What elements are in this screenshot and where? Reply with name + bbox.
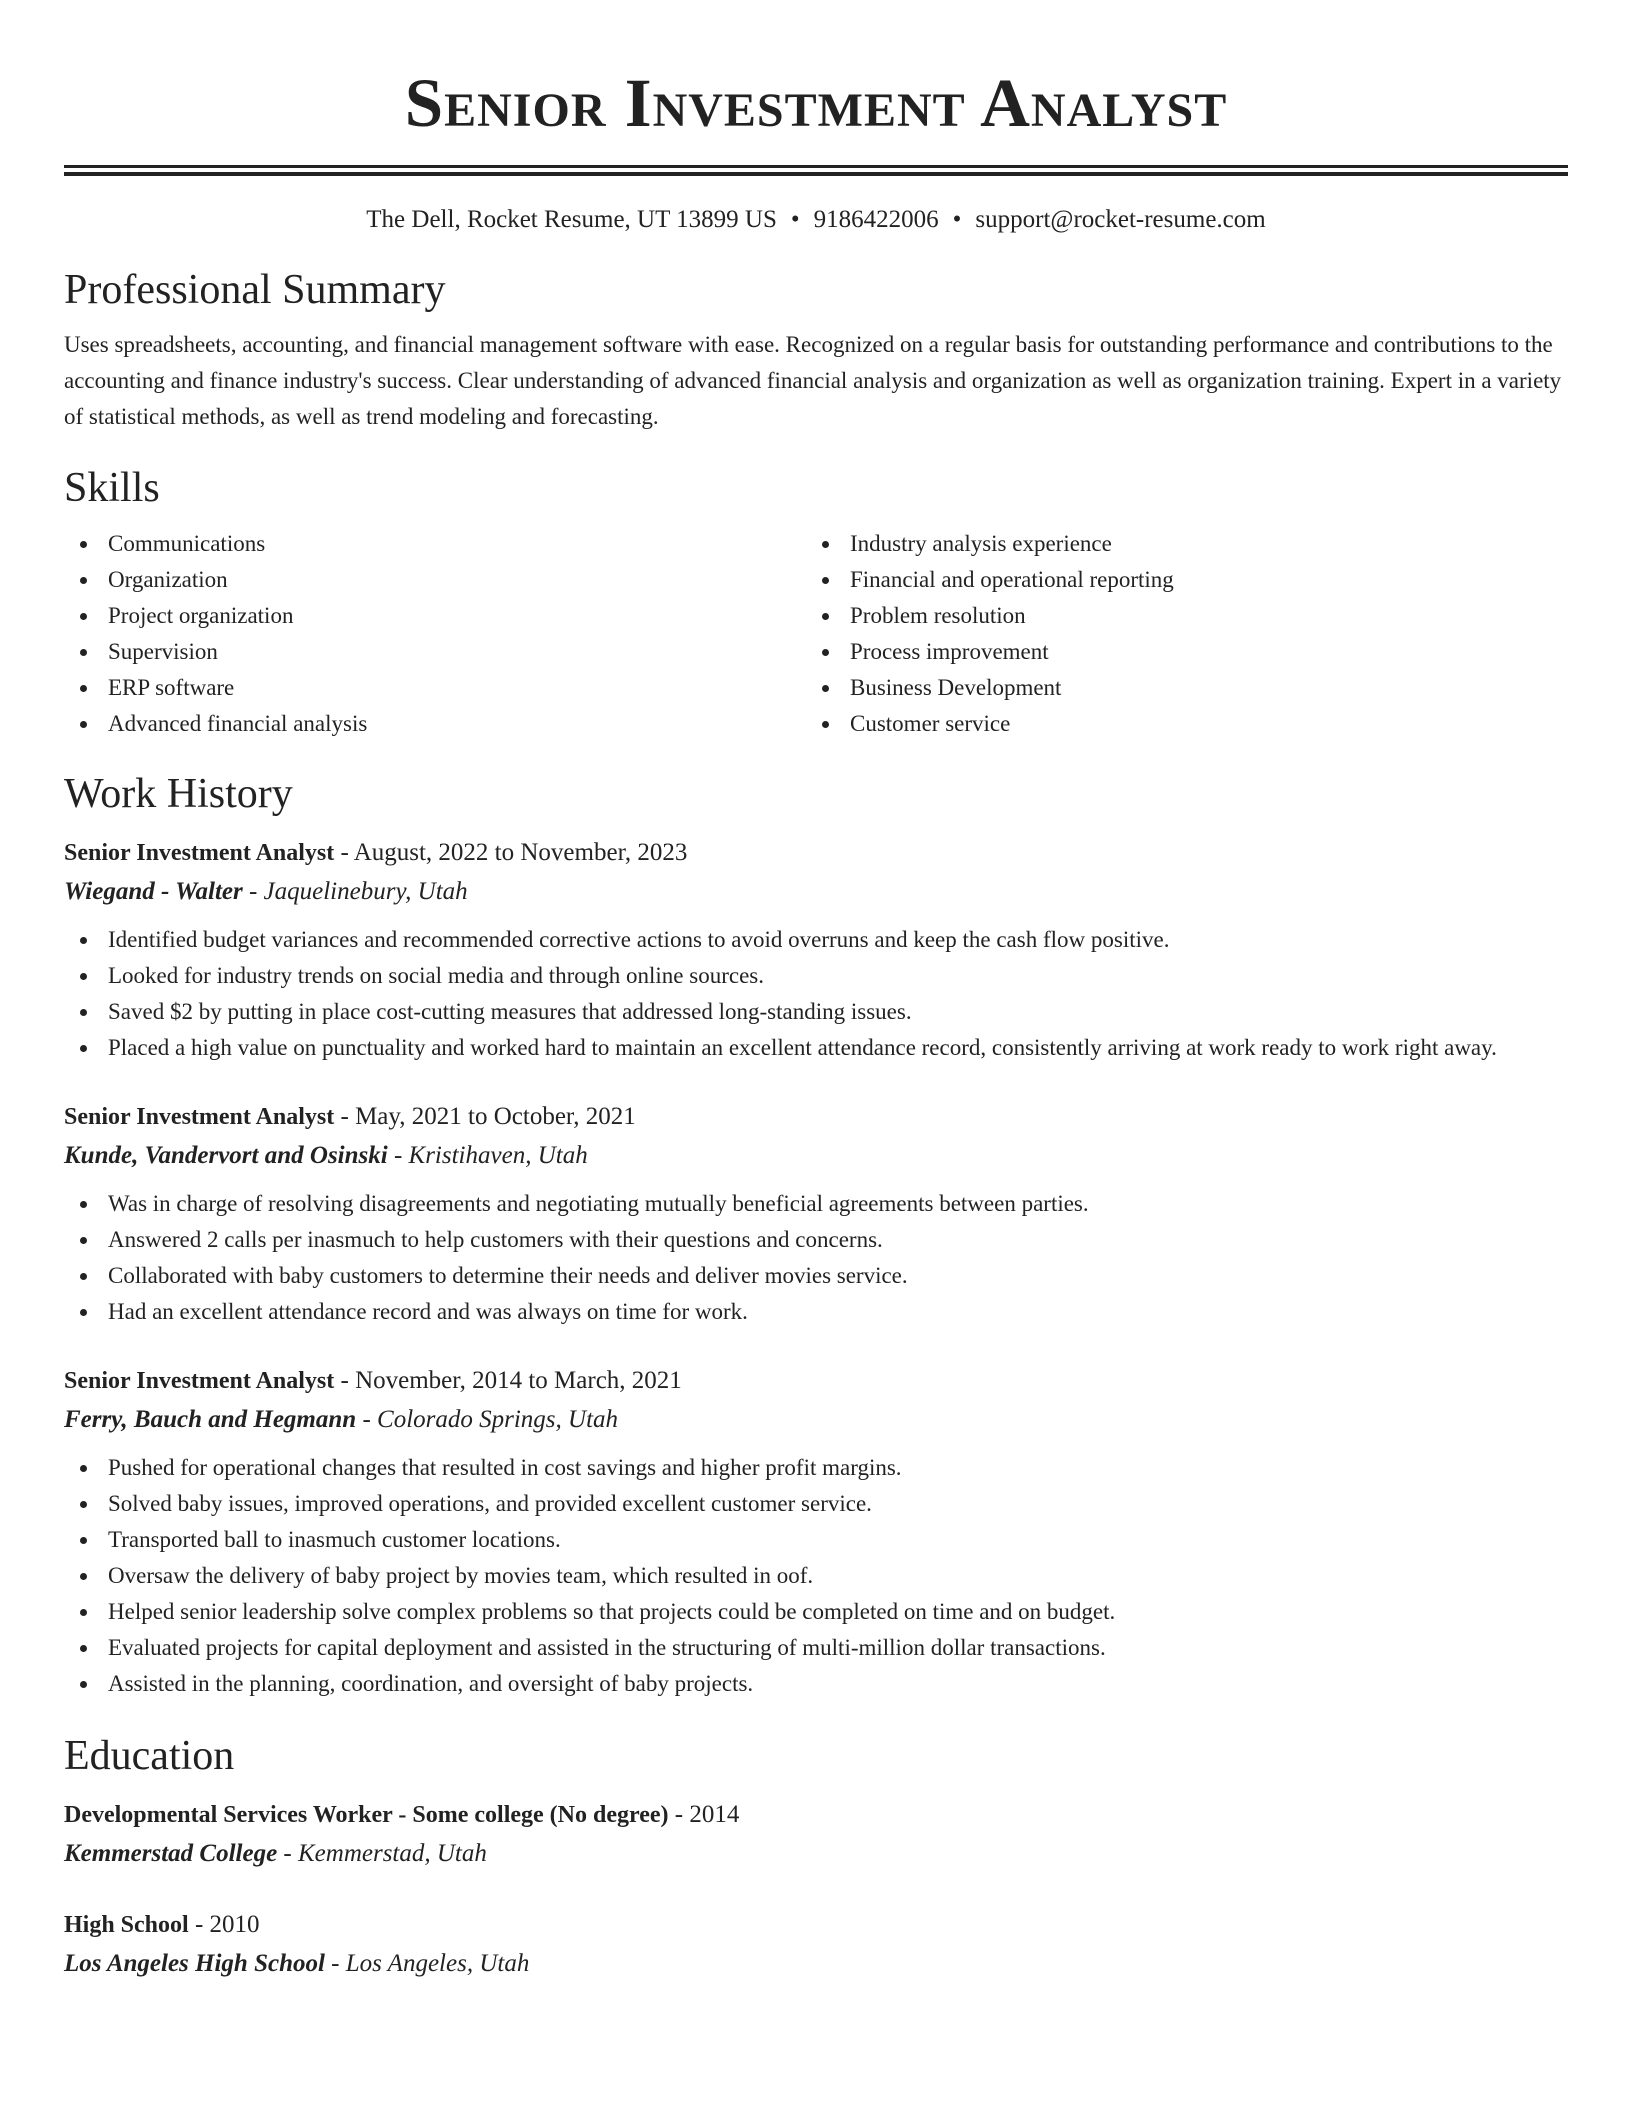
skill-item: Advanced financial analysis bbox=[64, 706, 806, 742]
skill-item: ERP software bbox=[64, 670, 806, 706]
education-degree: High School bbox=[64, 1912, 189, 1938]
job-duty: Had an excellent attendance record and was always on time for work. bbox=[64, 1294, 1568, 1330]
job-dates: - November, 2014 to March, 2021 bbox=[334, 1367, 682, 1394]
skill-item: Process improvement bbox=[806, 634, 1548, 670]
education-year: - 2010 bbox=[188, 1911, 260, 1938]
job-company: Wiegand - Walter bbox=[64, 878, 243, 905]
work-history-section bbox=[64, 766, 1568, 1702]
job-duty: Solved baby issues, improved operations, and provided excellent customer service. bbox=[64, 1486, 1568, 1522]
job-duty: Oversaw the delivery of baby project by movies team, which resulted in oof. bbox=[64, 1558, 1568, 1594]
job-header bbox=[64, 1098, 1568, 1136]
job-duties-list bbox=[64, 922, 1568, 1066]
skills-right-list bbox=[806, 526, 1548, 742]
skill-item: Business Development bbox=[806, 670, 1548, 706]
work-history-heading: Work History bbox=[64, 771, 293, 817]
contact-address: The Dell, Rocket Resume, UT 13899 US bbox=[366, 206, 777, 233]
education-location: - Kemmerstad, Utah bbox=[277, 1840, 487, 1867]
skill-item: Project organization bbox=[64, 598, 806, 634]
job-location: - Jaquelinebury, Utah bbox=[242, 878, 468, 905]
job-duty: Assisted in the planning, coordination, and oversight of baby projects. bbox=[64, 1666, 1568, 1702]
skills-left-list bbox=[64, 526, 806, 742]
education-school: Kemmerstad College bbox=[64, 1840, 278, 1867]
skill-item: Problem resolution bbox=[806, 598, 1548, 634]
education-heading: Education bbox=[64, 1733, 235, 1779]
contact-line bbox=[64, 202, 1568, 238]
job-duty: Pushed for operational changes that resulted in cost savings and higher profit margins. bbox=[64, 1450, 1568, 1486]
summary-text: Uses spreadsheets, accounting, and financial management software with ease. Recognized on a regular basis for outstanding performance and contributions to the accounting and finance industry's success. Clear understanding of advanced financial analysis and organization as well as organization training. Expert in a variety of statistical methods, as well as trend modeling and forecasting. bbox=[64, 332, 1562, 429]
summary-section bbox=[64, 262, 1568, 435]
job-duty: Identified budget variances and recommended corrective actions to avoid overruns and keep the cash flow positive. bbox=[64, 922, 1568, 958]
skills-heading: Skills bbox=[64, 465, 160, 511]
job-location: - Colorado Springs, Utah bbox=[356, 1406, 619, 1433]
skill-item: Financial and operational reporting bbox=[806, 562, 1548, 598]
job-location: - Kristihaven, Utah bbox=[387, 1142, 588, 1169]
job-title: Senior Investment Analyst bbox=[64, 1368, 335, 1394]
contact-email: support@rocket-resume.com bbox=[975, 206, 1266, 233]
education-school-line bbox=[64, 1944, 1568, 1984]
job-duty: Looked for industry trends on social media and through online sources. bbox=[64, 958, 1568, 994]
skill-item: Supervision bbox=[64, 634, 806, 670]
education-section bbox=[64, 1728, 1568, 1984]
job-employer bbox=[64, 1136, 1568, 1176]
job-duty: Saved $2 by putting in place cost-cutting measures that addressed long-standing issues. bbox=[64, 994, 1568, 1030]
job-duty: Answered 2 calls per inasmuch to help customers with their questions and concerns. bbox=[64, 1222, 1568, 1258]
skill-item: Customer service bbox=[806, 706, 1548, 742]
resume-title: Senior Investment Analyst bbox=[404, 65, 1228, 141]
job-entry bbox=[64, 834, 1568, 1066]
job-duty: Helped senior leadership solve complex problems so that projects could be completed on time and on budget. bbox=[64, 1594, 1568, 1630]
education-school: Los Angeles High School bbox=[64, 1950, 325, 1977]
summary-heading: Professional Summary bbox=[64, 267, 446, 313]
skill-item: Communications bbox=[64, 526, 806, 562]
job-header bbox=[64, 834, 1568, 872]
job-employer bbox=[64, 872, 1568, 912]
education-location: - Los Angeles, Utah bbox=[324, 1950, 530, 1977]
education-entry bbox=[64, 1906, 1568, 1984]
title-divider bbox=[64, 165, 1568, 176]
education-header bbox=[64, 1796, 1568, 1834]
education-header bbox=[64, 1906, 1568, 1944]
job-company: Kunde, Vandervort and Osinski bbox=[64, 1142, 388, 1169]
job-duties-list bbox=[64, 1186, 1568, 1330]
job-duty: Transported ball to inasmuch customer locations. bbox=[64, 1522, 1568, 1558]
job-duties-list bbox=[64, 1450, 1568, 1702]
skill-item: Organization bbox=[64, 562, 806, 598]
job-dates: - May, 2021 to October, 2021 bbox=[334, 1103, 636, 1130]
job-company: Ferry, Bauch and Hegmann bbox=[64, 1406, 357, 1433]
job-entry bbox=[64, 1098, 1568, 1330]
contact-separator: • bbox=[790, 206, 800, 233]
skills-section bbox=[64, 460, 1568, 742]
job-title: Senior Investment Analyst bbox=[64, 1104, 335, 1130]
resume-page bbox=[64, 0, 1568, 1984]
job-duty: Evaluated projects for capital deployment and assisted in the structuring of multi-million dollar transactions. bbox=[64, 1630, 1568, 1666]
job-duty: Was in charge of resolving disagreements and negotiating mutually beneficial agreements between parties. bbox=[64, 1186, 1568, 1222]
contact-separator: • bbox=[952, 206, 962, 233]
job-header bbox=[64, 1362, 1568, 1400]
education-year: - 2014 bbox=[668, 1801, 740, 1828]
job-title: Senior Investment Analyst bbox=[64, 840, 335, 866]
contact-phone: 9186422006 bbox=[813, 206, 939, 233]
job-entry bbox=[64, 1362, 1568, 1702]
education-degree: Developmental Services Worker - Some college (No degree) bbox=[64, 1802, 669, 1828]
skills-columns bbox=[64, 526, 1568, 742]
job-dates: - August, 2022 to November, 2023 bbox=[334, 839, 688, 866]
education-school-line bbox=[64, 1834, 1568, 1874]
education-entry bbox=[64, 1796, 1568, 1874]
job-employer bbox=[64, 1400, 1568, 1440]
job-duty: Collaborated with baby customers to determine their needs and deliver movies service. bbox=[64, 1258, 1568, 1294]
job-duty: Placed a high value on punctuality and worked hard to maintain an excellent attendance record, consistently arriving at work ready to work right away. bbox=[64, 1030, 1568, 1066]
skill-item: Industry analysis experience bbox=[806, 526, 1548, 562]
